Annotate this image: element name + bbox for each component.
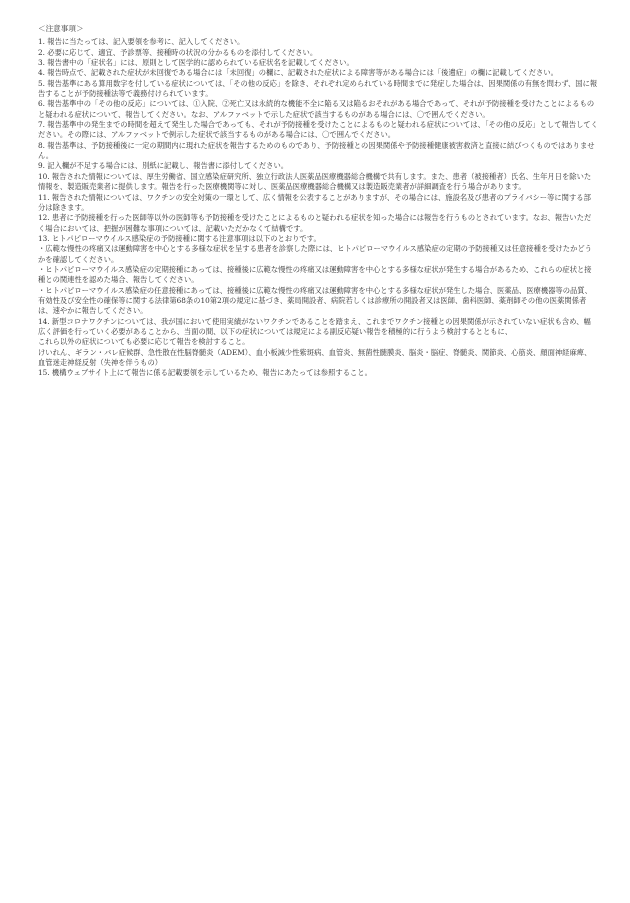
precautions-document — [38, 24, 598, 379]
precaution-item-1: 1. 報告に当たっては、記入要領を参考に、記入してください。 — [38, 37, 245, 47]
precautions-heading: ＜注意事項＞ — [38, 24, 84, 33]
hpv-note-3: ・ヒトパピローマウイルス感染症の任意接種にあっては、接種後に広範な慢性の疼痛又は運動障害を中心とする多様な症状が発生した場合、医薬品、医療機器等の品質、有効性及び安全性の確保等に関する法律第68条の10第2項の規定に基づき、薬局開設者、病院若しくは診療所の開設者又は医師、歯科医師、薬剤師その他の医薬関係者は、速やかに報告してください。 — [38, 285, 592, 316]
hpv-note-1: ・広範な慢性の疼痛又は運動障害を中心とする多様な症状を呈する患者を診察した際には、ヒトパピローマウイルス感染症の定期の予防接種又は任意接種を受けたかどうかを確認してください。 — [38, 244, 592, 264]
precaution-item-4: 4. 報告時点で、記載された症状が未回復である場合には「未回復」の欄に、記載された症状による障害等がある場合には「後遺症」の欄に記載してください。 — [38, 68, 558, 78]
precaution-item-10: 10. 報告された情報については、厚生労働省、国立感染症研究所、独立行政法人医薬品医療機器総合機構で共有します。また、患者（被接種者）氏名、生年月日を除いた情報を、製造販売業者に提供します。報告を行った医療機関等に対し、医薬品医療機器総合機構又は製造販売業者が詳細調査を行う場合があります。 — [38, 171, 592, 192]
covid-note-continuation: これら以外の症状についても必要に応じて報告を検討すること。 — [38, 337, 250, 347]
precaution-item-13: 13. ヒトパピローマウイルス感染症の予防接種に関する注意事項は以下のとおりです。 — [38, 233, 321, 243]
precaution-item-5: 5. 報告基準にある算用数字を付している症状については、「その他の反応」を除き、それぞれ定められている時間までに発症した場合は、因果関係の有無を問わず、国に報告することが予防接種法等で義務付けられています。 — [38, 78, 598, 99]
covid-symptom-list: けいれん、ギラン・バレ症候群、急性散在性脳脊髄炎（ADEM）、血小板減少性紫斑病、血管炎、無菌性髄膜炎、脳炎・脳症、脊髄炎、関節炎、心筋炎、顔面神経麻痺、血管迷走神経反射（失神を伴うもの） — [38, 347, 592, 367]
precaution-item-15: 15. 機構ウェブサイト上にて報告に係る記載要領を示しているため、報告にあたっては参照すること。 — [38, 368, 372, 378]
precaution-item-3: 3. 報告書中の「症状名」には、原則として医学的に認められている症状名を記載してください。 — [38, 58, 354, 68]
precaution-item-7: 7. 報告基準中の発生までの時間を超えて発生した場合であっても、それが予防接種を受けたことによるものと疑われる症状については、「その他の反応」として報告してください。その際には、アルファベットで例示した症状で該当するものがある場合には、〇で囲んでください。 — [38, 120, 598, 140]
precaution-item-2: 2. 必要に応じて、適宜、予診票等、接種時の状況の分かるものを添付してください。 — [38, 47, 318, 57]
precaution-item-14: 14. 新型コロナワクチンについては、我が国において使用実績がないワクチンであることを踏まえ、これまでワクチン接種との因果関係が示されていない症状も含め、幅広く評価を行っていく必要があることから、当面の間、以下の症状については規定による副反応疑い報告を積極的に行うよう検討するとともに、 — [38, 316, 591, 336]
precaution-item-8: 8. 報告基準は、予防接種後に一定の期間内に現れた症状を報告するためのものであり、予防接種との因果関係や予防接種健康被害救済と直接に結びつくものではありません。 — [38, 140, 595, 161]
precaution-item-6: 6. 報告基準中の「その他の反応」については、①入院、②死亡又は永続的な機能不全に陥る又は陥るおそれがある場合であって、それが予防接種を受けたことによるものと疑われる症状について、報告してください。なお、アルファベットで示した症状で該当するものがある場合には、〇で囲んでください。 — [38, 99, 595, 119]
hpv-note-2: ・ヒトパピローマウイルス感染症の定期接種にあっては、接種後に広範な慢性の疼痛又は運動障害を中心とする多様な症状が発生する場合があるため、これらの症状と接種との関連性を認めた場合、報告してください。 — [38, 264, 592, 285]
precaution-item-12: 12. 患者に予防接種を行った医師等以外の医師等も予防接種を受けたことによるものと疑われる症状を知った場合には報告を行うものとされています。なお、報告いただく場合においては、把握が困難な事項については、記載いただかなくて結構です。 — [38, 213, 592, 233]
precaution-item-11: 11. 報告された情報については、ワクチンの安全対策の一環として、広く情報を公表することがありますが、その場合には、施設名及び患者のプライバシー等に関する部分は除きます。 — [38, 192, 591, 212]
precaution-item-9: 9. 記入欄が不足する場合には、別紙に記載し、報告書に添付してください。 — [38, 161, 289, 171]
